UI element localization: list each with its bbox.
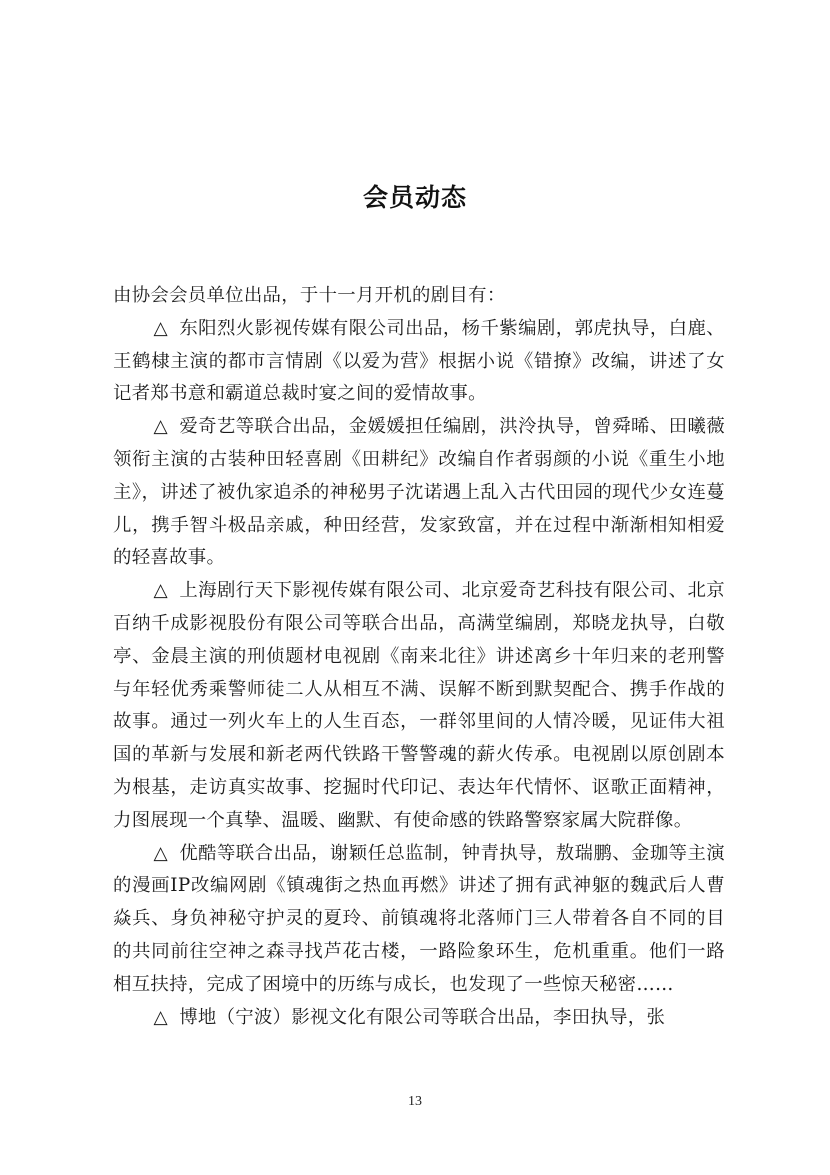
production-item-2 — [113, 411, 725, 575]
page-number: 13 — [408, 1094, 422, 1109]
production-item-1 — [113, 313, 725, 411]
production-item-text: 东阳烈火影视传媒有限公司出品，杨千紫编剧，郭虎执导，白鹿、王鹤棣主演的都市言情剧《以爱为营》根据小说《错撩》改编，讲述了女记者郑书意和霸道总裁时宴之间的爱情故事。 — [113, 317, 725, 405]
production-item-text: 优酷等联合出品，谢颖任总监制，钟青执导，敖瑞鹏、金珈等主演的漫画IP改编网剧《镇魂街之热血再燃》讲述了拥有武神躯的魏武后人曹焱兵、身负神秘守护灵的夏玲、前镇魂将北落师门三人带着各自不同的目的共同前往空神之森寻找芦花古楼，一路险象环生，危机重重。他们一路相互扶持，完成了困境中的历练与成长，也发现了一些惊天秘密…… — [113, 842, 725, 995]
triangle-marker-icon: △ — [153, 1006, 168, 1028]
production-item-text: 爱奇艺等联合出品，金媛媛担任编剧，洪泠执导，曾舜晞、田曦薇领衔主演的古装种田轻喜剧《田耕纪》改编自作者弱颜的小说《重生小地主》，讲述了被仇家追杀的神秘男子沈诺遇上乱入古代田园的现代少女连蔓儿，携手智斗极品亲戚，种田经营，发家致富，并在过程中渐渐相知相爱的轻喜故事。 — [113, 416, 725, 569]
production-item-5 — [113, 1002, 725, 1035]
triangle-marker-icon: △ — [153, 416, 168, 438]
production-item-3 — [113, 575, 725, 837]
triangle-marker-icon: △ — [153, 580, 168, 602]
page-title: 会员动态 — [362, 183, 467, 212]
production-item-text: 博地（宁波）影视文化有限公司等联合出品，李田执导，张 — [179, 1006, 666, 1028]
production-item-4 — [113, 838, 725, 1002]
triangle-marker-icon: △ — [153, 317, 168, 339]
production-item-text: 上海剧行天下影视传媒有限公司、北京爱奇艺科技有限公司、北京百纳千成影视股份有限公司等联合出品，高满堂编剧，郑晓龙执导，白敬亭、金晨主演的刑侦题材电视剧《南来北往》讲述离乡十年归来的老刑警与年轻优秀乘警师徒二人从相互不满、误解不断到默契配合、携手作战的故事。通过一列火车上的人生百态，一群邻里间的人情冷暖，见证伟大祖国的革新与发展和新老两代铁路干警警魂的薪火传承。电视剧以原创剧本为根基，走访真实故事、挖掘时代印记、表达年代情怀、讴歌正面精神，力图展现一个真挚、温暖、幽默、有使命感的铁路警察家属大院群像。 — [113, 580, 725, 831]
triangle-marker-icon: △ — [153, 842, 168, 864]
article-body — [113, 280, 725, 1034]
intro-paragraph: 由协会会员单位出品，于十一月开机的剧目有： — [113, 285, 506, 306]
